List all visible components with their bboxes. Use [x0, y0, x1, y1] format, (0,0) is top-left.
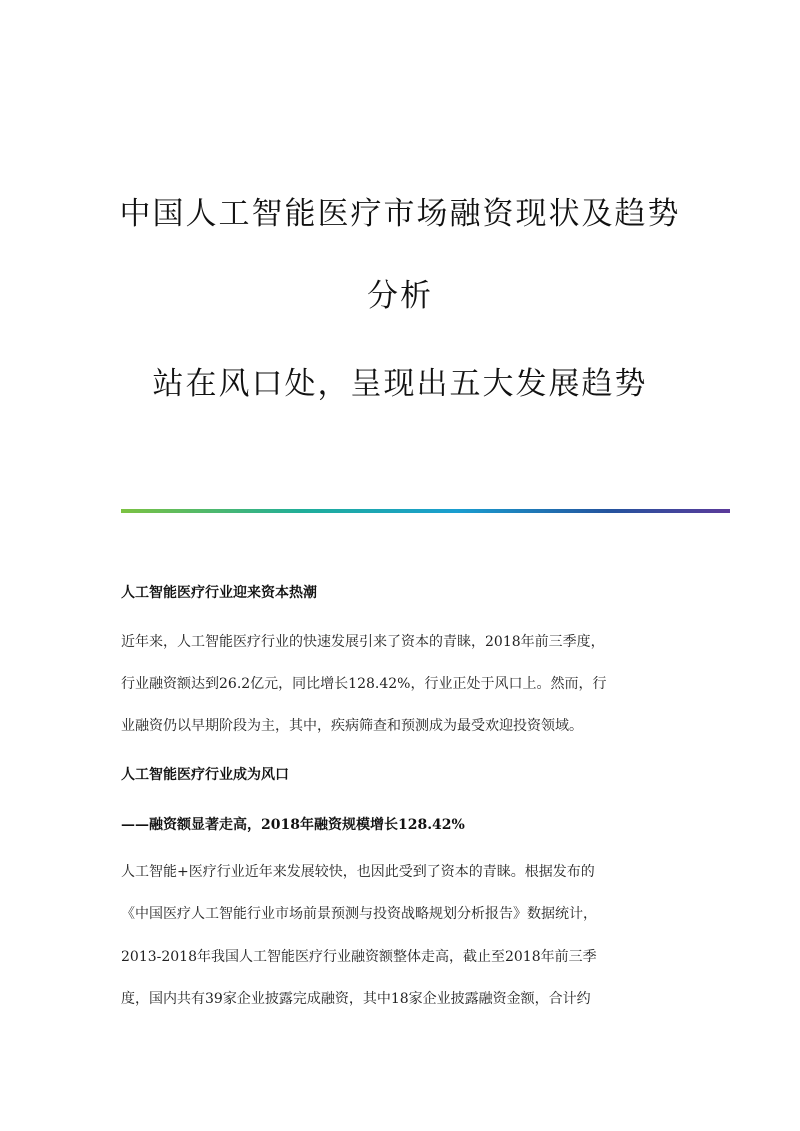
section-subheading: ——融资额显著走高，2018年融资规模增长128.42%: [121, 817, 465, 833]
paragraph-line: 2013-2018年我国人工智能医疗行业融资额整体走高，截止至2018年前三季: [121, 949, 597, 965]
title-line-1: 中国人工智能医疗市场融资现状及趋势: [119, 196, 681, 232]
paragraph-line: 度，国内共有39家企业披露完成融资，其中18家企业披露融资金额，合计约: [121, 991, 591, 1007]
paragraph-line: 《中国医疗人工智能行业市场前景预测与投资战略规划分析报告》数据统计，: [121, 906, 597, 922]
title-line-2: 分析: [367, 278, 433, 314]
subtitle-line: 站在风口处，呈现出五大发展趋势: [152, 366, 648, 402]
gradient-divider: [121, 509, 730, 513]
paragraph-line: 人工智能+医疗行业近年来发展较快，也因此受到了资本的青睐。根据发布的: [121, 864, 595, 880]
section-heading-wind-vent: 人工智能医疗行业成为风口: [121, 767, 289, 783]
paragraph-line: 业融资仍以早期阶段为主，其中，疾病筛查和预测成为最受欢迎投资领域。: [121, 718, 583, 734]
paragraph-line: 近年来，人工智能医疗行业的快速发展引来了资本的青睐，2018年前三季度，: [121, 634, 605, 650]
section-heading-capital-boom: 人工智能医疗行业迎来资本热潮: [121, 585, 317, 601]
paragraph-line: 行业融资额达到26.2亿元，同比增长128.42%，行业正处于风口上。然而，行: [121, 676, 607, 692]
